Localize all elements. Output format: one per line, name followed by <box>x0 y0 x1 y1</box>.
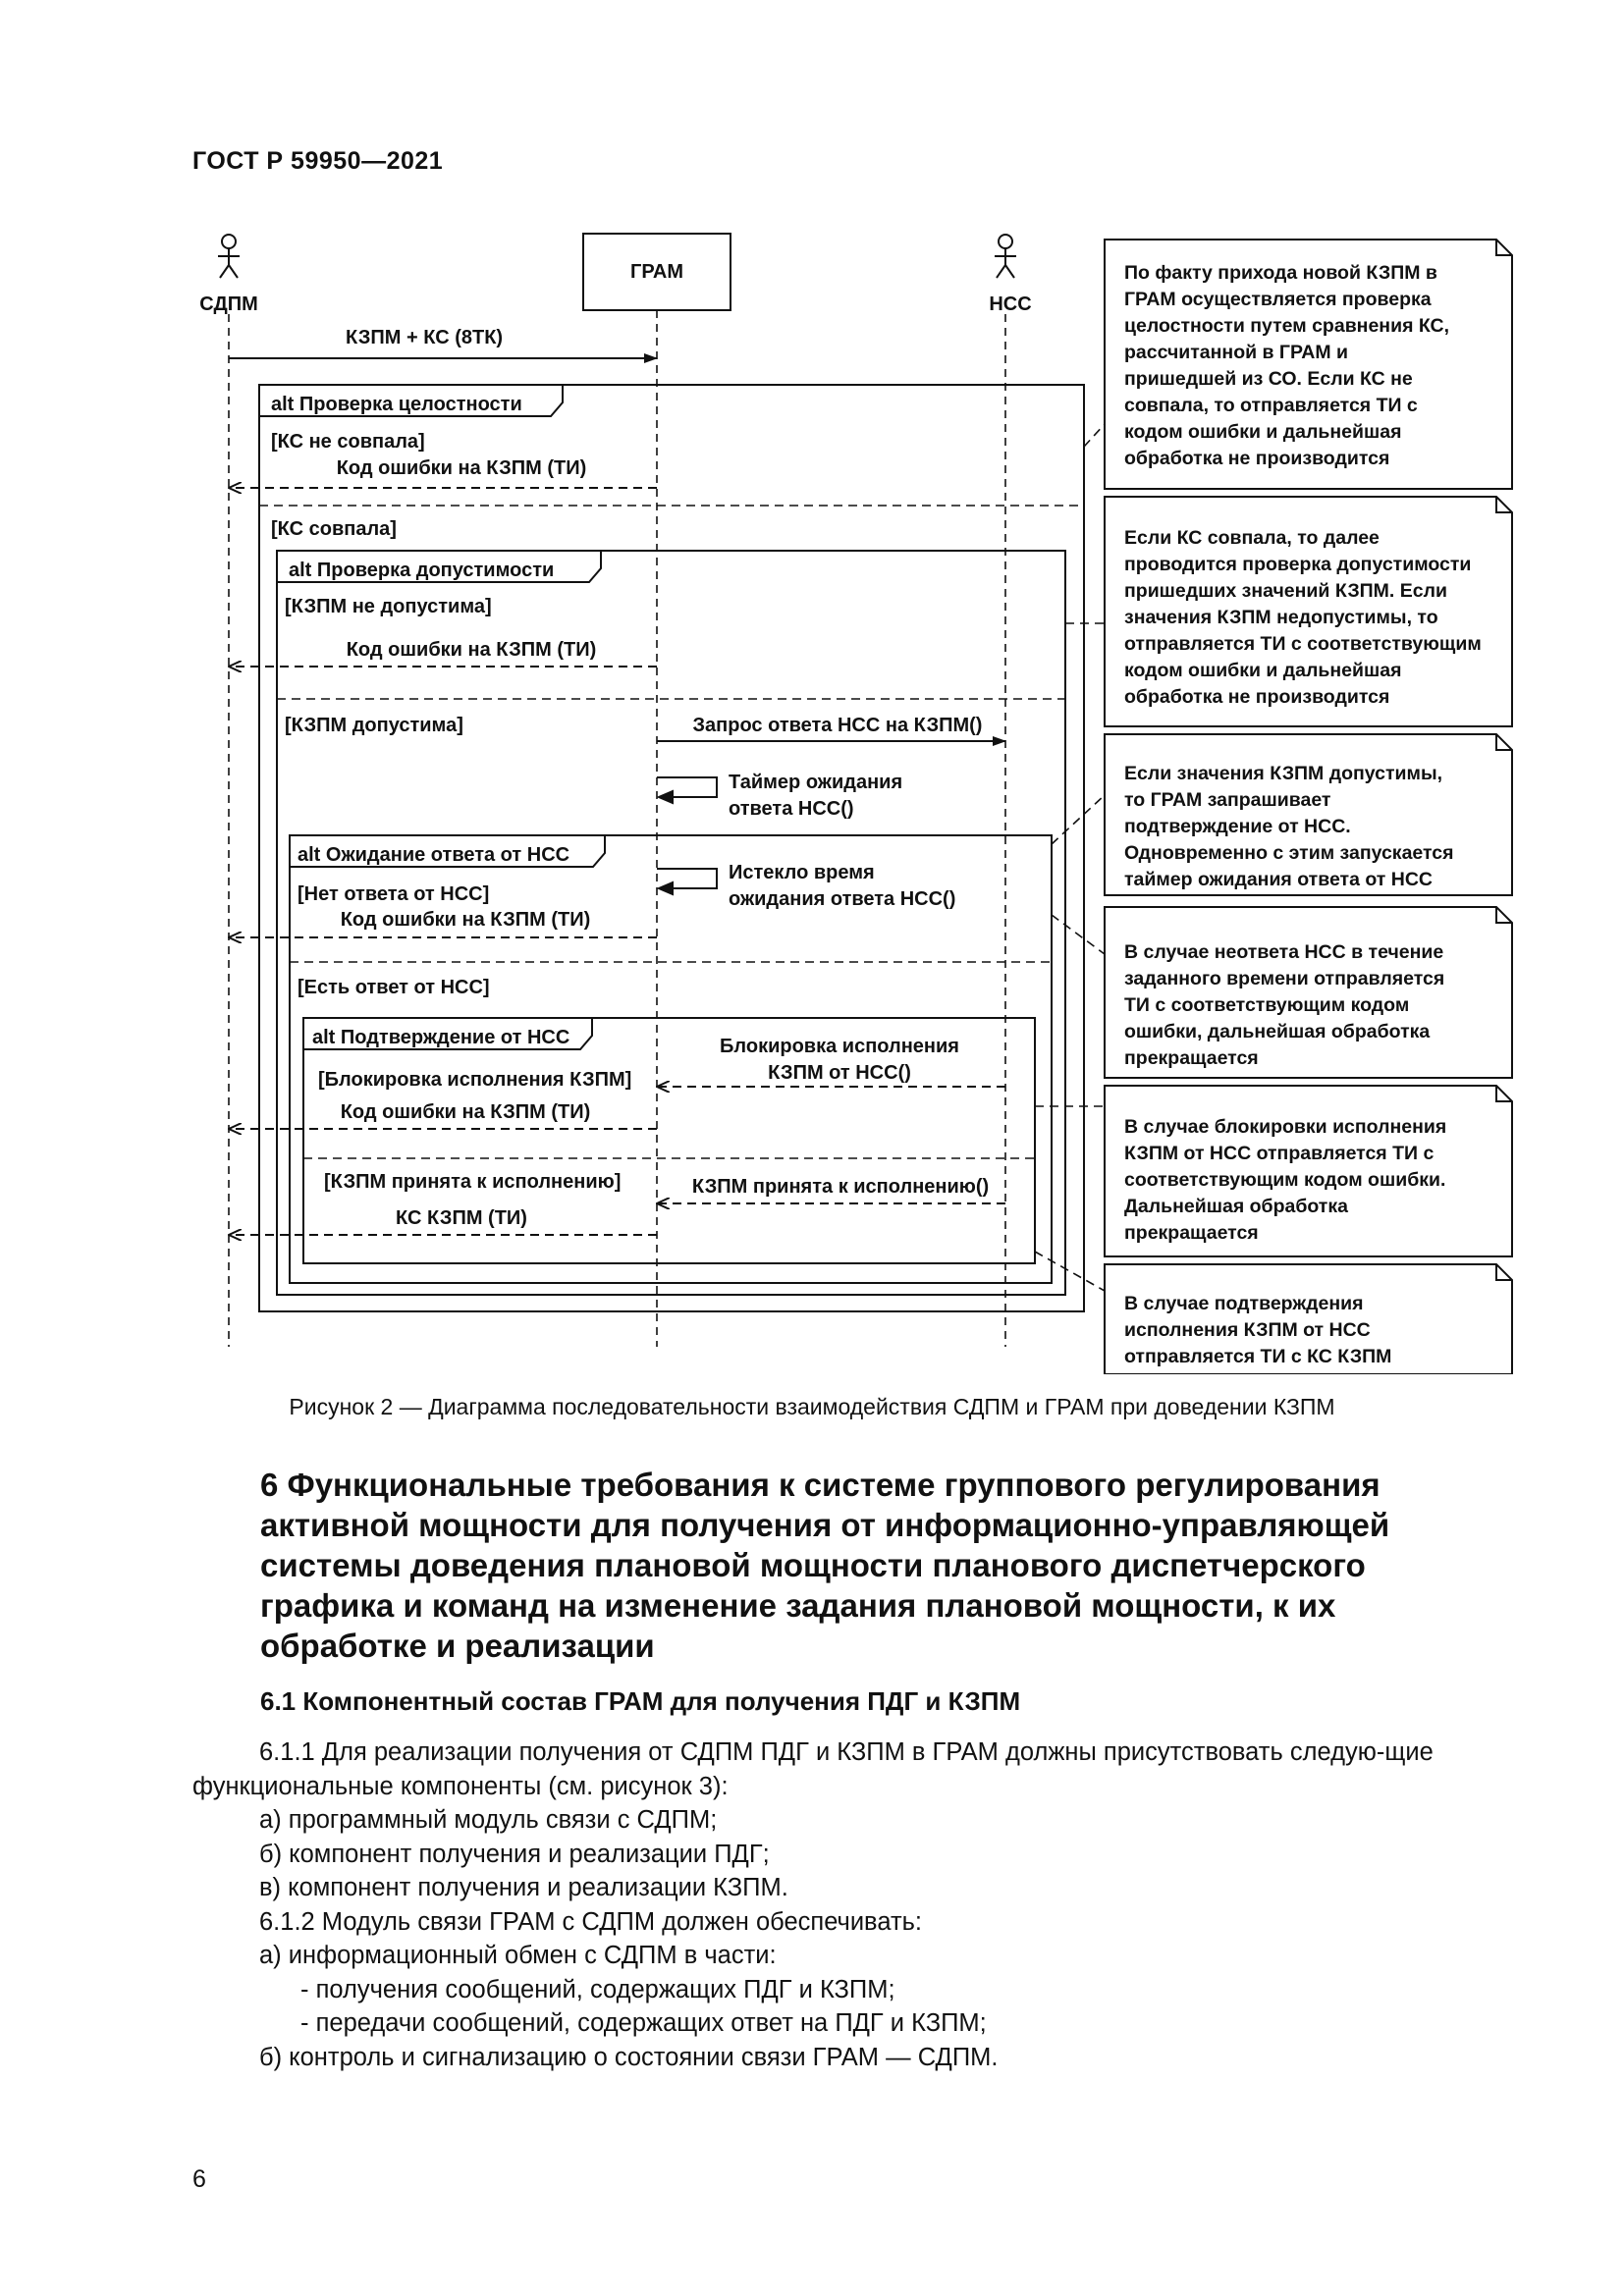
msg-label-10: КЗПМ принята к исполнению() <box>691 1176 990 1198</box>
paragraph-6-1-1: 6.1.1 Для реализации получения от СДПМ ПДГ и КЗПМ в ГРАМ должны присутствовать следую-щие функциональные компоненты (см. рисунок 3): <box>192 1738 1434 1800</box>
note-4-line-4: ошибки, дальнейшая обработка <box>1124 1021 1431 1042</box>
frame-label-1: alt Проверка целостности <box>271 394 522 415</box>
note-5-line-5: прекращается <box>1124 1222 1259 1244</box>
msg-label-4: Запрос ответа НСС на КЗПМ() <box>692 715 983 736</box>
note-4-line-2: заданного времени отправляется <box>1124 968 1445 989</box>
subsection-title: 6.1 Компонентный состав ГРАМ для получения ПДГ и КЗПМ <box>260 1686 1021 1716</box>
frame-label-2: alt Проверка допустимости <box>289 560 555 581</box>
list-item-c: в) компонент получения и реализации КЗПМ. <box>259 1874 788 1901</box>
actor-nss-label: НСС <box>989 294 1032 315</box>
note-3-line-4: Одновременно с этим запускается <box>1124 842 1454 864</box>
note-1-line-7: кодом ошибки и дальнейшая <box>1124 421 1402 443</box>
note-4-line-3: ТИ с соответствующим кодом <box>1124 994 1410 1016</box>
msg-label-6a: Истекло время <box>729 862 875 883</box>
note-2-line-5: отправляется ТИ с соответствующим <box>1124 633 1482 655</box>
msg-label-5b: ответа НСС() <box>729 798 854 820</box>
actor-gram-label: ГРАМ <box>629 261 684 283</box>
note-1-line-5: пришедшей из СО. Если КС не <box>1124 368 1413 390</box>
note-1-line-6: совпала, то отправляется ТИ с <box>1124 395 1418 416</box>
note-5-line-2: КЗПМ от НСС отправляется ТИ с <box>1124 1143 1435 1164</box>
msg-label-1: КЗПМ + КС (8ТК) <box>345 327 504 348</box>
msg-label-8a: Блокировка исполнения <box>720 1036 959 1057</box>
actor-sdpm-icon <box>218 235 240 278</box>
note-2-line-1: Если КС совпала, то далее <box>1124 527 1380 549</box>
frame-label-3: alt Ожидание ответа от НСС <box>298 844 570 866</box>
list-item-a: а) программный модуль связи с СДПМ; <box>259 1806 718 1834</box>
note-1-line-2: ГРАМ осуществляется проверка <box>1124 289 1432 310</box>
note-2-line-3: пришедших значений КЗПМ. Если <box>1124 580 1447 602</box>
actor-nss-icon <box>995 235 1016 278</box>
msg-label-8b: КЗПМ от НСС() <box>768 1062 911 1084</box>
msg-label-5a: Таймер ожидания <box>729 772 903 793</box>
guard-label-7: [Блокировка исполнения КЗПМ] <box>318 1069 632 1091</box>
list-item-a2: а) информационный обмен с СДПМ в части: <box>259 1942 777 1969</box>
list-sub-item-2: - передачи сообщений, содержащих ответ на ПДГ и КЗПМ; <box>300 2009 987 2037</box>
msg-label-3: Код ошибки на КЗПМ (ТИ) <box>346 639 597 661</box>
note-4-line-5: прекращается <box>1124 1047 1259 1069</box>
figure-caption: Рисунок 2 — Диаграмма последовательности взаимодействия СДПМ и ГРАМ при доведении КЗПМ <box>289 1394 1335 1419</box>
section-title: 6 Функциональные требования к системе группового регулирования активной мощности для получения от информационно-управляющей системы доведения плановой мощности планового диспетчерского графика и команд на изменение задания плановой мощности, к их обработке и реализации <box>260 1467 1390 1664</box>
note-1-line-8: обработка не производится <box>1124 448 1390 469</box>
note-1-line-3: целостности путем сравнения КС, <box>1124 315 1450 337</box>
msg-label-11: КС КЗПМ (ТИ) <box>396 1207 527 1229</box>
guard-label-5: [Нет ответа от НСС] <box>298 883 490 905</box>
note-1-line-4: рассчитанной в ГРАМ и <box>1124 342 1349 363</box>
actor-sdpm-label: СДПМ <box>199 294 258 315</box>
document-header: ГОСТ Р 59950—2021 <box>192 147 444 175</box>
guard-label-8: [КЗПМ принята к исполнению] <box>324 1171 622 1193</box>
note-2-line-4: значения КЗПМ недопустимы, то <box>1124 607 1438 628</box>
note-5-line-3: соответствующим кодом ошибки. <box>1124 1169 1446 1191</box>
note-3-line-2: то ГРАМ запрашивает <box>1124 789 1331 811</box>
msg-label-6b: ожидания ответа НСС() <box>729 888 956 910</box>
note-3-line-5: таймер ожидания ответа от НСС <box>1124 869 1433 890</box>
msg-label-7: Код ошибки на КЗПМ (ТИ) <box>340 909 591 931</box>
note-2-line-2: проводится проверка допустимости <box>1124 554 1472 575</box>
note-6-line-3: отправляется ТИ с КС КЗПМ <box>1124 1346 1392 1367</box>
list-item-b2: б) контроль и сигнализацию о состоянии связи ГРАМ — СДПМ. <box>259 2043 999 2071</box>
note-5-line-1: В случае блокировки исполнения <box>1124 1116 1447 1138</box>
msg-label-2: Код ошибки на КЗПМ (ТИ) <box>336 457 587 479</box>
guard-label-6: [Есть ответ от НСС] <box>298 977 490 998</box>
note-6-line-1: В случае подтверждения <box>1124 1293 1364 1314</box>
body-text <box>192 1735 1538 2074</box>
paragraph-6-1-2: 6.1.2 Модуль связи ГРАМ с СДПМ должен обеспечивать: <box>259 1907 922 1936</box>
note-2-line-7: обработка не производится <box>1124 686 1390 708</box>
list-item-b: б) компонент получения и реализации ПДГ; <box>259 1840 770 1868</box>
frame-label-4: alt Подтверждение от НСС <box>312 1027 570 1048</box>
note-3-line-1: Если значения КЗПМ допустимы, <box>1124 763 1443 784</box>
note-1-line-1: По факту прихода новой КЗПМ в <box>1124 262 1437 284</box>
guard-label-4: [КЗПМ допустима] <box>285 715 463 736</box>
msg-label-9: Код ошибки на КЗПМ (ТИ) <box>340 1101 591 1123</box>
guard-label-3: [КЗПМ не допустима] <box>285 596 492 617</box>
list-sub-item-1: - получения сообщений, содержащих ПДГ и КЗПМ; <box>300 1975 895 2003</box>
page-number: 6 <box>192 2165 206 2193</box>
note-6-line-2: исполнения КЗПМ от НСС <box>1124 1319 1371 1341</box>
guard-label-1: [КС не совпала] <box>271 431 425 453</box>
guard-label-2: [КС совпала] <box>271 518 397 540</box>
note-5-line-4: Дальнейшая обработка <box>1124 1196 1348 1217</box>
note-4-line-1: В случае неответа НСС в течение <box>1124 941 1444 963</box>
note-3-line-3: подтверждение от НСС. <box>1124 816 1351 837</box>
note-2-line-6: кодом ошибки и дальнейшая <box>1124 660 1402 681</box>
